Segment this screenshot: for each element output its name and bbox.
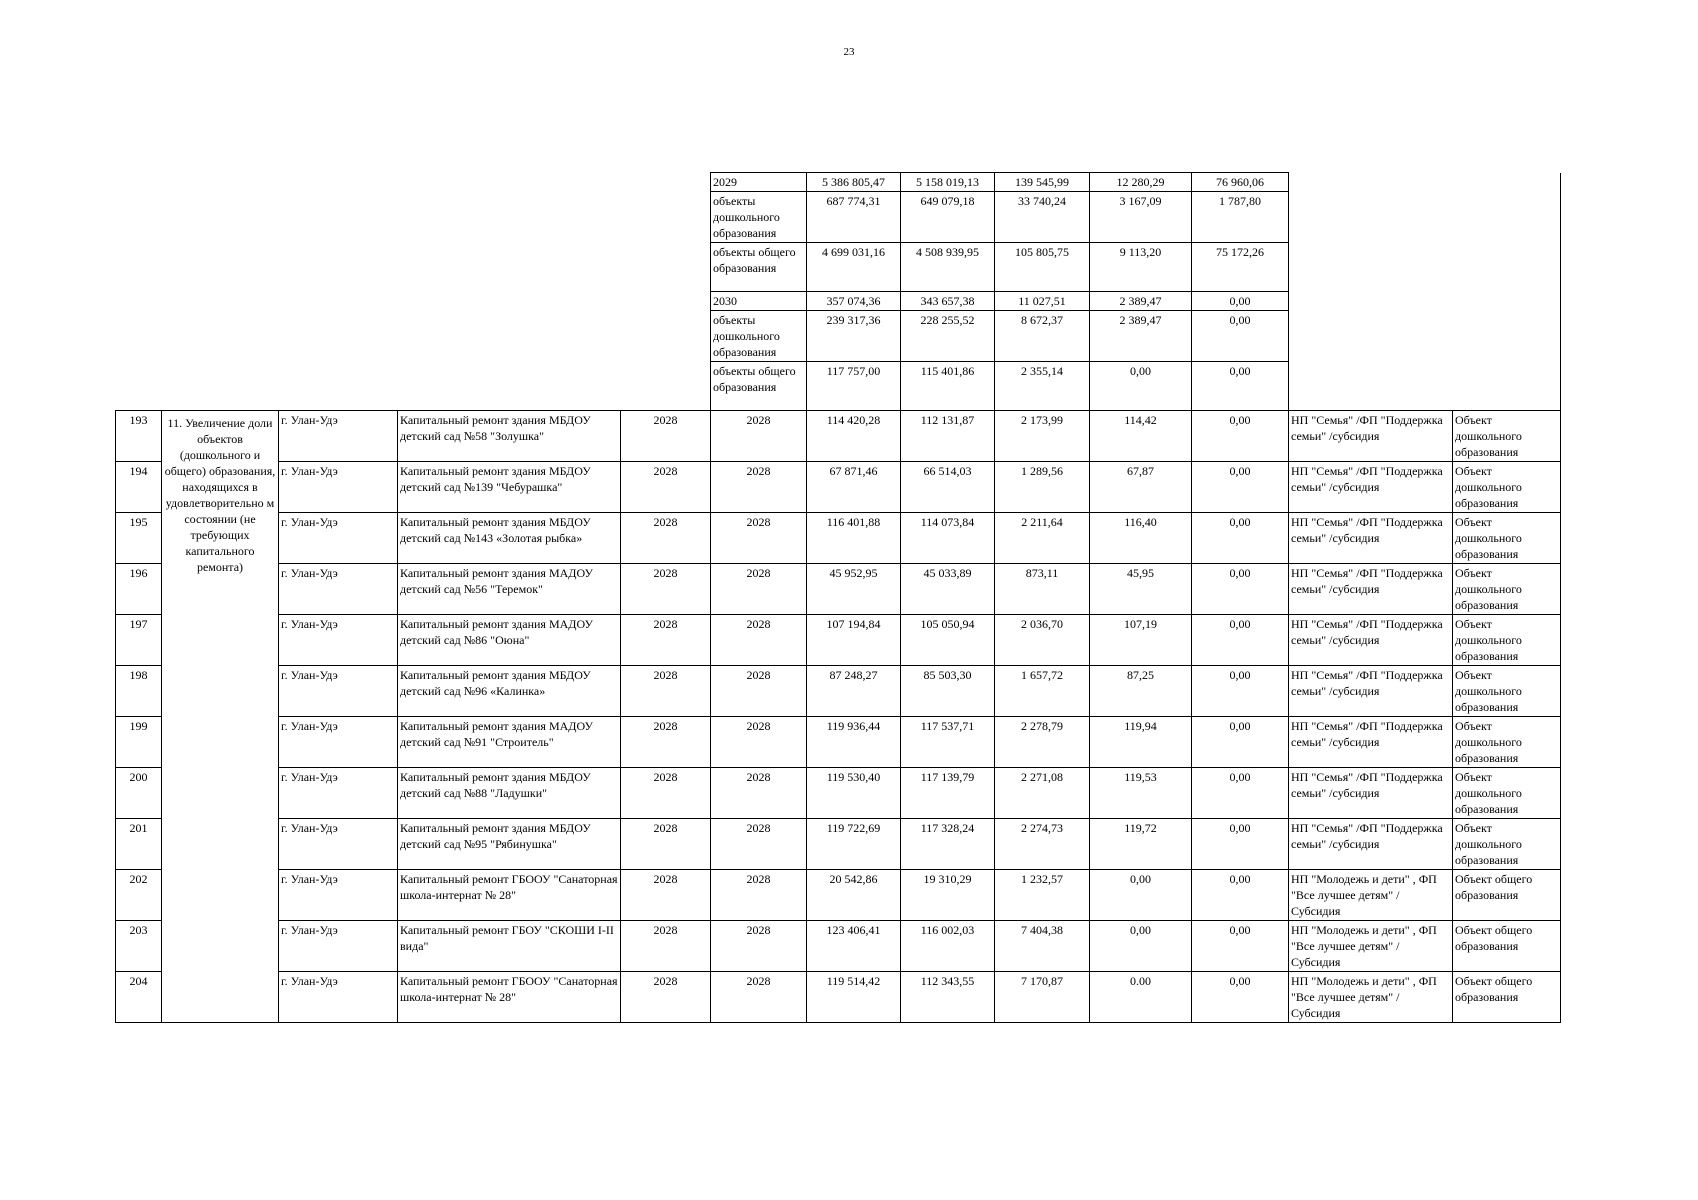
row-object-name: Капитальный ремонт здания МБДОУ детский сад №88 "Ладушки" xyxy=(398,768,621,819)
row-value-v4: 0,00 xyxy=(1090,921,1192,972)
row-object-type: Объект дошкольного образования xyxy=(1453,819,1561,870)
empty-cell xyxy=(279,243,398,292)
period-value-v2: 228 255,52 xyxy=(901,311,995,362)
row-object-type: Объект дошкольного образования xyxy=(1453,513,1561,564)
row-funding-source: НП "Семья" /ФП "Поддержка семьи" /субсидия xyxy=(1289,513,1453,564)
row-object-name: Капитальный ремонт здания МБДОУ детский сад №96 «Калинка» xyxy=(398,666,621,717)
empty-cell xyxy=(398,292,621,311)
period-label: объекты общего образования xyxy=(711,243,807,292)
row-year-start: 2028 xyxy=(621,870,711,921)
row-object-name: Капитальный ремонт здания МБДОУ детский сад №143 «Золотая рыбка» xyxy=(398,513,621,564)
empty-cell xyxy=(1289,192,1453,243)
period-row xyxy=(116,243,1561,292)
row-object-type: Объект дошкольного образования xyxy=(1453,768,1561,819)
row-value-v2: 19 310,29 xyxy=(901,870,995,921)
row-city: г. Улан-Удэ xyxy=(279,972,398,1023)
row-value-v3: 2 274,73 xyxy=(995,819,1090,870)
row-number: 199 xyxy=(116,717,162,768)
row-value-v3: 1 657,72 xyxy=(995,666,1090,717)
row-year-start: 2028 xyxy=(621,768,711,819)
period-value-v5: 0,00 xyxy=(1192,292,1289,311)
row-value-v1: 119 514,42 xyxy=(807,972,901,1023)
period-value-v2: 343 657,38 xyxy=(901,292,995,311)
table-row xyxy=(116,819,1561,870)
table-row xyxy=(116,462,1561,513)
row-city: г. Улан-Удэ xyxy=(279,462,398,513)
empty-cell xyxy=(1453,362,1561,411)
row-value-v1: 20 542,86 xyxy=(807,870,901,921)
row-number: 194 xyxy=(116,462,162,513)
row-object-name: Капитальный ремонт здания МБДОУ детский сад №139 "Чебурашка" xyxy=(398,462,621,513)
row-funding-source: НП "Молодежь и дети" , ФП "Все лучшее детям" / Субсидия xyxy=(1289,972,1453,1023)
period-row xyxy=(116,173,1561,192)
row-number: 198 xyxy=(116,666,162,717)
row-object-type: Объект дошкольного образования xyxy=(1453,666,1561,717)
empty-cell xyxy=(1289,243,1453,292)
row-value-v2: 117 328,24 xyxy=(901,819,995,870)
row-value-v3: 1 289,56 xyxy=(995,462,1090,513)
period-value-v3: 33 740,24 xyxy=(995,192,1090,243)
page-number: 23 xyxy=(843,46,855,58)
row-value-v1: 107 194,84 xyxy=(807,615,901,666)
period-value-v5: 0,00 xyxy=(1192,311,1289,362)
row-year-end: 2028 xyxy=(711,513,807,564)
row-value-v3: 7 170,87 xyxy=(995,972,1090,1023)
empty-cell xyxy=(116,362,162,411)
row-object-name: Капитальный ремонт здания МБДОУ детский сад №95 "Рябинушка" xyxy=(398,819,621,870)
empty-cell xyxy=(162,311,279,362)
row-object-type: Объект дошкольного образования xyxy=(1453,615,1561,666)
empty-cell xyxy=(621,292,711,311)
row-year-end: 2028 xyxy=(711,870,807,921)
row-number: 201 xyxy=(116,819,162,870)
row-year-end: 2028 xyxy=(711,972,807,1023)
empty-cell xyxy=(621,362,711,411)
period-value-v1: 117 757,00 xyxy=(807,362,901,411)
row-city: г. Улан-Удэ xyxy=(279,768,398,819)
period-value-v2: 5 158 019,13 xyxy=(901,173,995,192)
row-value-v3: 1 232,57 xyxy=(995,870,1090,921)
row-city: г. Улан-Удэ xyxy=(279,411,398,462)
period-value-v1: 687 774,31 xyxy=(807,192,901,243)
row-value-v5: 0,00 xyxy=(1192,972,1289,1023)
empty-cell xyxy=(398,173,621,192)
row-value-v4: 107,19 xyxy=(1090,615,1192,666)
row-value-v1: 67 871,46 xyxy=(807,462,901,513)
row-value-v2: 105 050,94 xyxy=(901,615,995,666)
empty-cell xyxy=(116,243,162,292)
row-value-v3: 2 211,64 xyxy=(995,513,1090,564)
row-city: г. Улан-Удэ xyxy=(279,513,398,564)
row-value-v5: 0,00 xyxy=(1192,819,1289,870)
table-row xyxy=(116,717,1561,768)
row-year-start: 2028 xyxy=(621,921,711,972)
row-value-v4: 119,94 xyxy=(1090,717,1192,768)
row-funding-source: НП "Семья" /ФП "Поддержка семьи" /субсидия xyxy=(1289,411,1453,462)
period-label: объекты дошкольного образования xyxy=(711,311,807,362)
table-row xyxy=(116,921,1561,972)
row-number: 196 xyxy=(116,564,162,615)
period-value-v5: 1 787,80 xyxy=(1192,192,1289,243)
row-object-type: Объект общего образования xyxy=(1453,921,1561,972)
empty-cell xyxy=(621,192,711,243)
row-value-v3: 2 271,08 xyxy=(995,768,1090,819)
row-value-v1: 114 420,28 xyxy=(807,411,901,462)
row-value-v2: 112 131,87 xyxy=(901,411,995,462)
row-year-start: 2028 xyxy=(621,615,711,666)
empty-cell xyxy=(279,292,398,311)
row-year-end: 2028 xyxy=(711,564,807,615)
table-row xyxy=(116,666,1561,717)
period-label: 2029 xyxy=(711,173,807,192)
period-label: 2030 xyxy=(711,292,807,311)
row-value-v5: 0,00 xyxy=(1192,513,1289,564)
row-funding-source: НП "Семья" /ФП "Поддержка семьи" /субсидия xyxy=(1289,615,1453,666)
row-city: г. Улан-Удэ xyxy=(279,870,398,921)
period-value-v5: 76 960,06 xyxy=(1192,173,1289,192)
row-number: 197 xyxy=(116,615,162,666)
period-value-v3: 2 355,14 xyxy=(995,362,1090,411)
empty-cell xyxy=(1453,311,1561,362)
row-object-type: Объект общего образования xyxy=(1453,972,1561,1023)
empty-cell xyxy=(116,192,162,243)
row-number: 203 xyxy=(116,921,162,972)
row-object-name: Капитальный ремонт здания МАДОУ детский сад №86 "Оюна" xyxy=(398,615,621,666)
row-number: 204 xyxy=(116,972,162,1023)
row-number: 202 xyxy=(116,870,162,921)
table-row xyxy=(116,768,1561,819)
empty-cell xyxy=(1453,243,1561,292)
period-value-v2: 115 401,86 xyxy=(901,362,995,411)
row-year-start: 2028 xyxy=(621,513,711,564)
empty-cell xyxy=(398,243,621,292)
empty-cell xyxy=(1453,192,1561,243)
row-value-v4: 0.00 xyxy=(1090,972,1192,1023)
row-funding-source: НП "Семья" /ФП "Поддержка семьи" /субсидия xyxy=(1289,462,1453,513)
empty-cell xyxy=(162,292,279,311)
row-value-v5: 0,00 xyxy=(1192,921,1289,972)
empty-cell xyxy=(1289,173,1453,192)
empty-cell xyxy=(279,362,398,411)
row-object-name: Капитальный ремонт ГБООУ "Санаторная школа-интернат № 28" xyxy=(398,972,621,1023)
period-value-v1: 5 386 805,47 xyxy=(807,173,901,192)
table-row xyxy=(116,870,1561,921)
row-value-v4: 0,00 xyxy=(1090,870,1192,921)
row-value-v4: 119,72 xyxy=(1090,819,1192,870)
row-number: 195 xyxy=(116,513,162,564)
row-value-v5: 0,00 xyxy=(1192,717,1289,768)
row-object-type: Объект общего образования xyxy=(1453,870,1561,921)
row-object-name: Капитальный ремонт ГБООУ "Санаторная школа-интернат № 28" xyxy=(398,870,621,921)
row-value-v2: 85 503,30 xyxy=(901,666,995,717)
table-row xyxy=(116,513,1561,564)
row-year-start: 2028 xyxy=(621,564,711,615)
row-funding-source: НП "Семья" /ФП "Поддержка семьи" /субсидия xyxy=(1289,768,1453,819)
period-value-v4: 3 167,09 xyxy=(1090,192,1192,243)
period-value-v5: 0,00 xyxy=(1192,362,1289,411)
row-funding-source: НП "Молодежь и дети" , ФП "Все лучшее детям" / Субсидия xyxy=(1289,921,1453,972)
row-object-type: Объект дошкольного образования xyxy=(1453,411,1561,462)
row-year-start: 2028 xyxy=(621,819,711,870)
period-value-v2: 649 079,18 xyxy=(901,192,995,243)
row-object-type: Объект дошкольного образования xyxy=(1453,462,1561,513)
row-city: г. Улан-Удэ xyxy=(279,564,398,615)
row-value-v4: 87,25 xyxy=(1090,666,1192,717)
empty-cell xyxy=(1289,292,1453,311)
row-year-end: 2028 xyxy=(711,411,807,462)
period-value-v4: 9 113,20 xyxy=(1090,243,1192,292)
row-funding-source: НП "Семья" /ФП "Поддержка семьи" /субсидия xyxy=(1289,666,1453,717)
row-year-end: 2028 xyxy=(711,921,807,972)
row-value-v3: 2 278,79 xyxy=(995,717,1090,768)
row-value-v4: 45,95 xyxy=(1090,564,1192,615)
row-year-end: 2028 xyxy=(711,615,807,666)
empty-cell xyxy=(621,311,711,362)
empty-cell xyxy=(621,173,711,192)
empty-cell xyxy=(279,311,398,362)
row-year-end: 2028 xyxy=(711,666,807,717)
table-row xyxy=(116,972,1561,1023)
row-value-v4: 116,40 xyxy=(1090,513,1192,564)
row-object-name: Капитальный ремонт здания МАДОУ детский сад №91 "Строитель" xyxy=(398,717,621,768)
row-value-v2: 112 343,55 xyxy=(901,972,995,1023)
period-value-v4: 12 280,29 xyxy=(1090,173,1192,192)
row-city: г. Улан-Удэ xyxy=(279,615,398,666)
row-funding-source: НП "Семья" /ФП "Поддержка семьи" /субсидия xyxy=(1289,819,1453,870)
row-funding-source: НП "Молодежь и дети" , ФП "Все лучшее детям" / Субсидия xyxy=(1289,870,1453,921)
row-value-v1: 123 406,41 xyxy=(807,921,901,972)
empty-cell xyxy=(162,173,279,192)
empty-cell xyxy=(621,243,711,292)
period-value-v4: 0,00 xyxy=(1090,362,1192,411)
row-object-name: Капитальный ремонт ГБОУ "СКОШИ I-II вида" xyxy=(398,921,621,972)
row-city: г. Улан-Удэ xyxy=(279,819,398,870)
empty-cell xyxy=(279,173,398,192)
row-value-v5: 0,00 xyxy=(1192,870,1289,921)
row-value-v1: 116 401,88 xyxy=(807,513,901,564)
period-value-v1: 4 699 031,16 xyxy=(807,243,901,292)
row-year-start: 2028 xyxy=(621,411,711,462)
row-value-v4: 114,42 xyxy=(1090,411,1192,462)
period-value-v4: 2 389,47 xyxy=(1090,311,1192,362)
empty-cell xyxy=(398,311,621,362)
row-year-end: 2028 xyxy=(711,717,807,768)
period-value-v4: 2 389,47 xyxy=(1090,292,1192,311)
empty-cell xyxy=(279,192,398,243)
row-funding-source: НП "Семья" /ФП "Поддержка семьи" /субсидия xyxy=(1289,717,1453,768)
period-value-v3: 139 545,99 xyxy=(995,173,1090,192)
row-value-v1: 119 530,40 xyxy=(807,768,901,819)
row-value-v4: 67,87 xyxy=(1090,462,1192,513)
empty-cell xyxy=(1289,311,1453,362)
row-object-name: Капитальный ремонт здания МАДОУ детский сад №56 "Теремок" xyxy=(398,564,621,615)
row-value-v5: 0,00 xyxy=(1192,615,1289,666)
row-value-v3: 7 404,38 xyxy=(995,921,1090,972)
period-value-v1: 239 317,36 xyxy=(807,311,901,362)
row-year-start: 2028 xyxy=(621,717,711,768)
empty-cell xyxy=(1289,362,1453,411)
row-value-v1: 119 936,44 xyxy=(807,717,901,768)
period-row xyxy=(116,292,1561,311)
row-value-v3: 873,11 xyxy=(995,564,1090,615)
period-value-v2: 4 508 939,95 xyxy=(901,243,995,292)
row-object-type: Объект дошкольного образования xyxy=(1453,717,1561,768)
investment-table xyxy=(115,172,1561,1023)
table-row xyxy=(116,615,1561,666)
row-value-v2: 117 537,71 xyxy=(901,717,995,768)
row-year-end: 2028 xyxy=(711,768,807,819)
row-value-v2: 66 514,03 xyxy=(901,462,995,513)
row-value-v2: 45 033,89 xyxy=(901,564,995,615)
row-year-start: 2028 xyxy=(621,972,711,1023)
program-goal: 11. Увеличение доли объектов (дошкольного и общего) образования, находящихся в удовлетворительно м состоянии (не требующих капитального ремонта) xyxy=(162,411,279,1023)
empty-cell xyxy=(116,173,162,192)
period-row xyxy=(116,362,1561,411)
period-row xyxy=(116,192,1561,243)
row-year-start: 2028 xyxy=(621,462,711,513)
empty-cell xyxy=(162,243,279,292)
row-value-v2: 114 073,84 xyxy=(901,513,995,564)
row-number: 193 xyxy=(116,411,162,462)
row-year-end: 2028 xyxy=(711,819,807,870)
row-value-v2: 117 139,79 xyxy=(901,768,995,819)
row-value-v1: 119 722,69 xyxy=(807,819,901,870)
row-city: г. Улан-Удэ xyxy=(279,666,398,717)
period-value-v3: 105 805,75 xyxy=(995,243,1090,292)
row-object-type: Объект дошкольного образования xyxy=(1453,564,1561,615)
row-number: 200 xyxy=(116,768,162,819)
empty-cell xyxy=(116,292,162,311)
row-funding-source: НП "Семья" /ФП "Поддержка семьи" /субсидия xyxy=(1289,564,1453,615)
row-year-end: 2028 xyxy=(711,462,807,513)
row-value-v4: 119,53 xyxy=(1090,768,1192,819)
row-year-start: 2028 xyxy=(621,666,711,717)
empty-cell xyxy=(162,192,279,243)
row-value-v5: 0,00 xyxy=(1192,666,1289,717)
table-row xyxy=(116,411,1561,462)
row-value-v2: 116 002,03 xyxy=(901,921,995,972)
row-value-v3: 2 173,99 xyxy=(995,411,1090,462)
row-value-v3: 2 036,70 xyxy=(995,615,1090,666)
period-label: объекты общего образования xyxy=(711,362,807,411)
empty-cell xyxy=(116,311,162,362)
period-value-v5: 75 172,26 xyxy=(1192,243,1289,292)
period-row xyxy=(116,311,1561,362)
row-value-v5: 0,00 xyxy=(1192,462,1289,513)
empty-cell xyxy=(398,362,621,411)
period-label: объекты дошкольного образования xyxy=(711,192,807,243)
empty-cell xyxy=(398,192,621,243)
empty-cell xyxy=(1453,173,1561,192)
row-city: г. Улан-Удэ xyxy=(279,921,398,972)
row-object-name: Капитальный ремонт здания МБДОУ детский сад №58 "Золушка" xyxy=(398,411,621,462)
period-value-v3: 11 027,51 xyxy=(995,292,1090,311)
row-value-v1: 87 248,27 xyxy=(807,666,901,717)
period-value-v3: 8 672,37 xyxy=(995,311,1090,362)
row-value-v1: 45 952,95 xyxy=(807,564,901,615)
table-body xyxy=(116,173,1561,1023)
period-value-v1: 357 074,36 xyxy=(807,292,901,311)
row-value-v5: 0,00 xyxy=(1192,564,1289,615)
row-value-v5: 0,00 xyxy=(1192,768,1289,819)
empty-cell xyxy=(162,362,279,411)
row-city: г. Улан-Удэ xyxy=(279,717,398,768)
empty-cell xyxy=(1453,292,1561,311)
row-value-v5: 0,00 xyxy=(1192,411,1289,462)
table-row xyxy=(116,564,1561,615)
